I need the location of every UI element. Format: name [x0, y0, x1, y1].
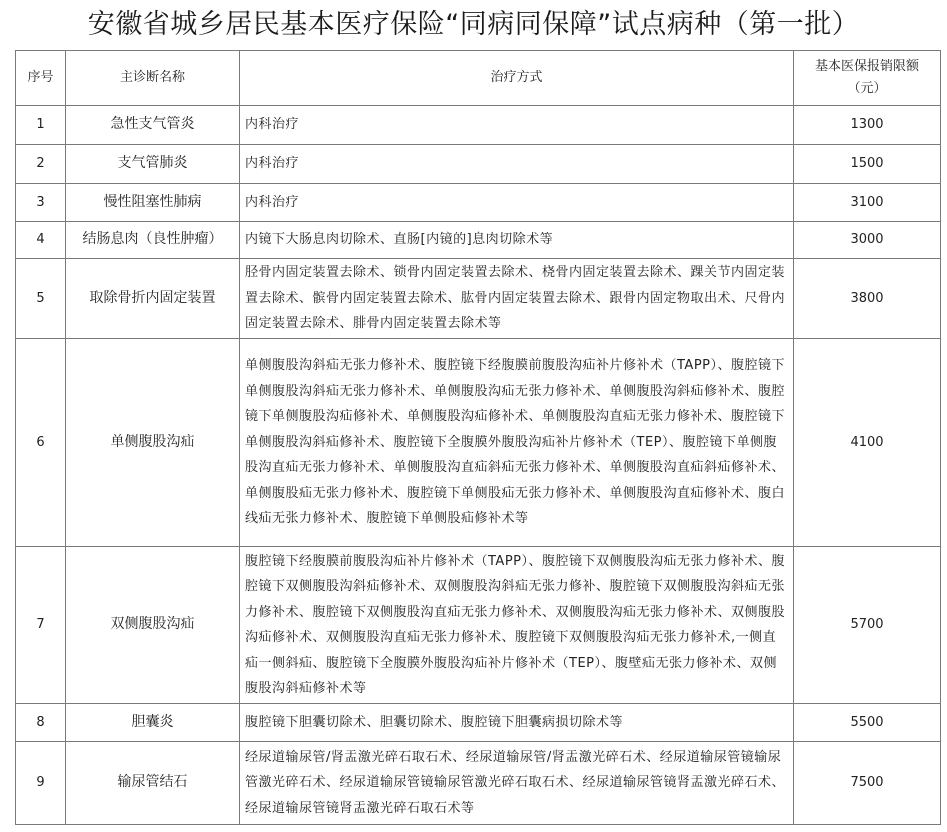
header-diagnosis: 主诊断名称: [66, 51, 240, 106]
row-diagnosis: 输尿管结石: [66, 742, 240, 825]
row-treatment: 腹腔镜下经腹膜前腹股沟疝补片修补术（TAPP）、腹腔镜下双侧腹股沟疝无张力修补术、腹腔镜下双侧腹股沟斜疝修补术、双侧腹股沟斜疝无张力修补、腹腔镜下双侧腹股沟斜疝无张力修补术、腹腔镜下双侧腹股沟直疝无张力修补术、双侧腹股沟疝无张力修补术、双侧腹股沟疝修补术、双侧腹股沟直疝无张力修补术、腹腔镜下双侧腹股沟疝无张力修补术,一侧直疝一侧斜疝、腹腔镜下全腹膜外腹股沟疝补片修补术（TEP）、腹壁疝无张力修补术、双侧腹股沟斜疝修补术等: [240, 547, 794, 704]
row-no: 8: [16, 704, 66, 742]
header-no: 序号: [16, 51, 66, 106]
row-limit: 3800: [794, 259, 941, 339]
row-no: 7: [16, 547, 66, 704]
row-limit: 1300: [794, 106, 941, 145]
row-limit: 5500: [794, 704, 941, 742]
row-no: 5: [16, 259, 66, 339]
table-row: [16, 339, 941, 547]
row-diagnosis: 双侧腹股沟疝: [66, 547, 240, 704]
row-treatment: 腹腔镜下胆囊切除术、胆囊切除术、腹腔镜下胆囊病损切除术等: [240, 704, 794, 742]
table-row: [16, 184, 941, 222]
row-diagnosis: 取除骨折内固定装置: [66, 259, 240, 339]
row-limit: 3100: [794, 184, 941, 222]
row-limit: 5700: [794, 547, 941, 704]
row-treatment: 经尿道输尿管/肾盂激光碎石取石术、经尿道输尿管/肾盂激光碎石术、经尿道输尿管镜输尿管激光碎石术、经尿道输尿管镜输尿管激光碎石取石术、经尿道输尿管镜肾盂激光碎石术、经尿道输尿管镜肾盂激光碎石取石术等: [240, 742, 794, 825]
row-limit: 7500: [794, 742, 941, 825]
header-treatment: 治疗方式: [240, 51, 794, 106]
table-row: [16, 547, 941, 704]
row-diagnosis: 支气管肺炎: [66, 145, 240, 184]
table-row: [16, 106, 941, 145]
page-title: 安徽省城乡居民基本医疗保险“同病同保障”试点病种（第一批）: [87, 9, 860, 40]
table-row: [16, 704, 941, 742]
row-diagnosis: 急性支气管炎: [66, 106, 240, 145]
row-diagnosis: 慢性阻塞性肺病: [66, 184, 240, 222]
row-limit: 1500: [794, 145, 941, 184]
row-no: 1: [16, 106, 66, 145]
row-no: 2: [16, 145, 66, 184]
row-treatment: 单侧腹股沟斜疝无张力修补术、腹腔镜下经腹膜前腹股沟疝补片修补术（TAPP）、腹腔镜下单侧腹股沟斜疝无张力修补术、单侧腹股沟疝无张力修补术、单侧腹股沟斜疝修补术、腹腔镜下单侧腹股沟疝修补术、单侧腹股沟疝修补术、单侧腹股沟直疝无张力修补术、腹腔镜下单侧腹股沟斜疝修补术、腹腔镜下全腹膜外腹股沟疝补片修补术（TEP）、腹腔镜下单侧腹股沟直疝无张力修补术、单侧腹股沟直疝斜疝无张力修补术、单侧腹股沟直疝斜疝修补术、单侧腹股疝无张力修补术、腹腔镜下单侧股疝无张力修补术、单侧腹股沟直疝修补术、腹白线疝无张力修补术、腹腔镜下单侧股疝修补术等: [240, 339, 794, 547]
table-header-row: [16, 51, 941, 106]
row-no: 6: [16, 339, 66, 547]
row-diagnosis: 胆囊炎: [66, 704, 240, 742]
header-limit-line1: 基本医保报销限额: [814, 59, 919, 74]
row-no: 4: [16, 222, 66, 259]
row-diagnosis: 单侧腹股沟疝: [66, 339, 240, 547]
table-row: [16, 742, 941, 825]
row-treatment: 胫骨内固定装置去除术、锁骨内固定装置去除术、桡骨内固定装置去除术、踝关节内固定装置去除术、髌骨内固定装置去除术、肱骨内固定装置去除术、跟骨内固定物取出术、尺骨内固定装置去除术、腓骨内固定装置去除术等: [240, 259, 794, 339]
row-treatment: 内镜下大肠息肉切除术、直肠[内镜的]息肉切除术等: [240, 222, 794, 259]
row-diagnosis: 结肠息肉（良性肿瘤）: [66, 222, 240, 259]
policy-table: [15, 50, 941, 825]
header-limit-line2: （元）: [847, 81, 887, 96]
table-row: [16, 145, 941, 184]
table-row: [16, 222, 941, 259]
table-row: [16, 259, 941, 339]
row-treatment: 内科治疗: [240, 184, 794, 222]
row-treatment: 内科治疗: [240, 106, 794, 145]
row-treatment: 内科治疗: [240, 145, 794, 184]
row-limit: 4100: [794, 339, 941, 547]
header-limit: [794, 51, 941, 106]
row-no: 9: [16, 742, 66, 825]
row-no: 3: [16, 184, 66, 222]
row-limit: 3000: [794, 222, 941, 259]
